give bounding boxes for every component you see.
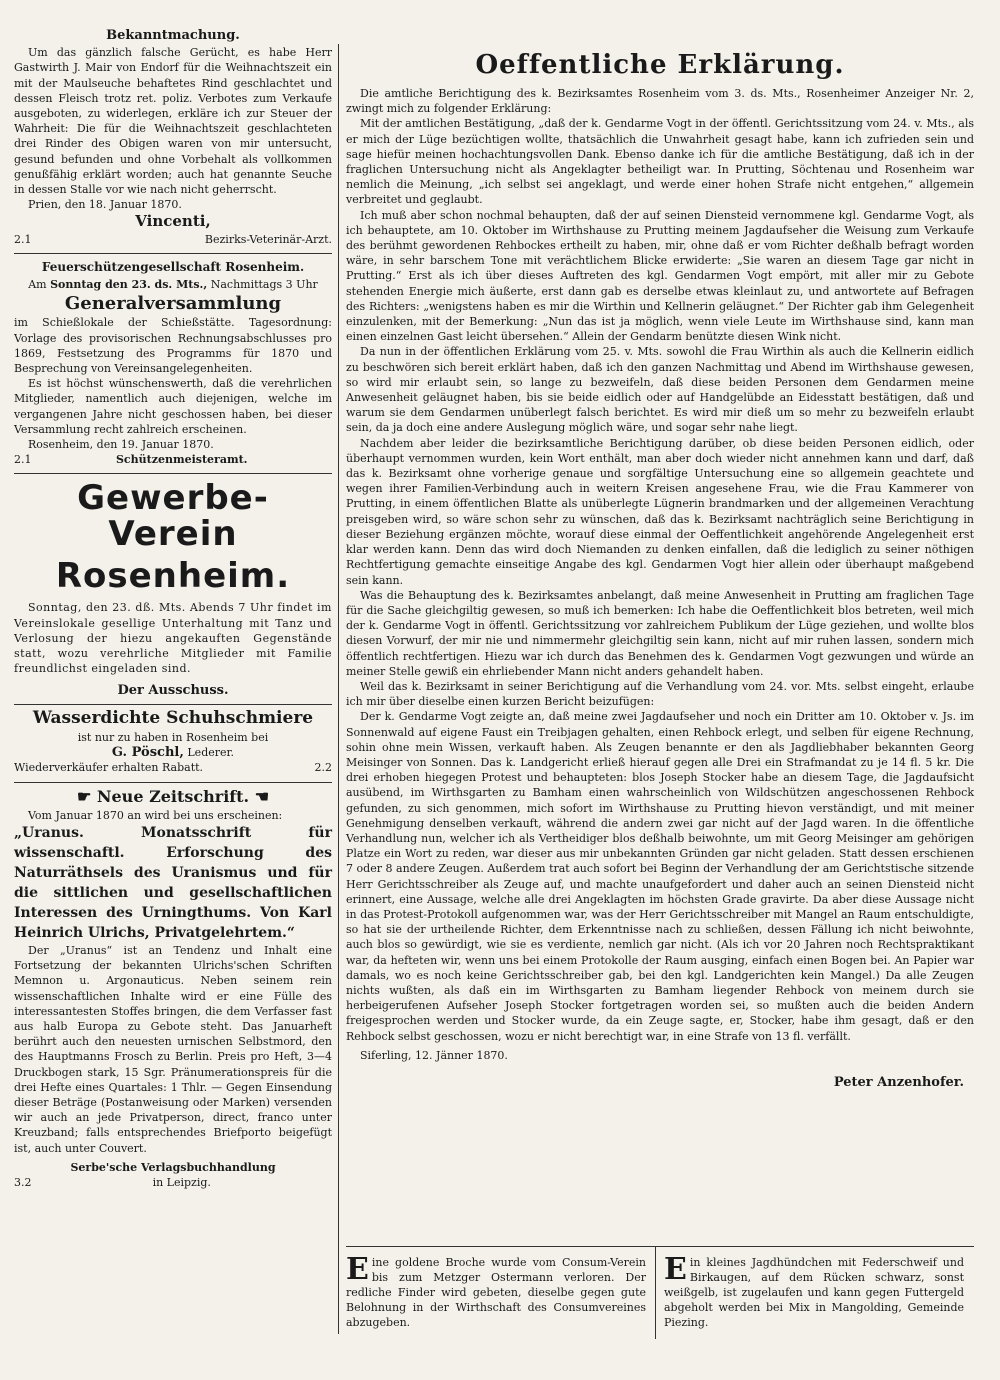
notice-role: Bezirks-Veterinär-Arzt. bbox=[204, 232, 332, 246]
zeitschrift-publisher: Serbe'sche Verlagsbuchhandlung bbox=[70, 1160, 276, 1174]
column-divider bbox=[338, 44, 339, 1334]
meeting-time: Nachmittags 3 Uhr bbox=[210, 278, 318, 292]
notice-title: Bekanntmachung. bbox=[106, 28, 240, 43]
notice-body: Um das gänzlich falsche Gerücht, es habe Herr Gastwirth J. Mair von Endorf für die Weihnachtszeit ein mit der Maulseuche behaftetes Rind geschlachtet und dessen Fleisch trotz ret. poliz. Verbotes zum Verkaufe ausgeboten, zu widerlegen, erkläre ich zur Steuer der Wahrheit: Die für die Weihnachtszeit geschlachteten drei Rinder des Obigen waren von mir untersucht, gesund befunden und ohne Vorbehalt als vollkommen genußfähig erklärt worden; auch hat genannte Seuche in dessen Stalle vor wie nach nicht geherrscht. bbox=[14, 46, 332, 197]
zeitschrift-uranus: „Uranus. Monatsschrift für wissenschaftl. Erforschung des Naturräthsels des Uranismus und für die sittlichen und gesellschaftlichen Interessen des Urningthums. Von Karl Heinrich Ulrichs, Privatgelehrtem.“ bbox=[14, 824, 332, 941]
ad-broche-initial: E bbox=[346, 1252, 369, 1287]
ad-merchant bbox=[14, 745, 332, 760]
notice-gewerbe-verein bbox=[14, 480, 332, 697]
erklaerung-p7: Weil das k. Bezirksamt in seiner Berichtigung auf die Verhandlung vom 24. vor. Mts. selbst eingeht, erlaube ich mir über dieselbe einen kurzen Bericht beizufügen: bbox=[346, 679, 974, 709]
zeitschrift-header bbox=[14, 786, 332, 806]
erklaerung-p3: Ich muß aber schon nochmal behaupten, daß der auf seinen Diensteid vernommene kgl. Gendarme Vogt, als ich behauptete, am 10. Oktober im Wirthshause zu Prutting meinem Jagdaufseher die Weisung zum Verkaufe des berühmt gewordenen Rehbockes ertheilt zu haben, mir, ohne daß er vom Richter deßhalb befragt worden wäre, in sehr barschem Tone mit verächtlichem Blicke erwiderte: „Sie waren an diesem Tage gar nicht in Prutting.“ Erst als ich über dieses Auftreten des kgl. Gendarmen Vogt empört, mit aller mir zu Gebote stehenden Energie mich äußerte, erst dann gab es derselbe etwas kleinlaut zu, und antwortete auf Befragen des Richters: „wenigstens haben es mir die Wirthin und Kellnerin geläugnet.“ Der Richter gab ihm Gelegenheit einzulenken, mit der Bemerkung: „Nun das ist ja möglich, wenn viele Leute im Wirthshause sind, kann man einen einzelnen Gast leicht übersehen.“ Allein der Gendarm benützte diesen Wink nicht. bbox=[346, 208, 974, 344]
verein-signature: Der Ausschuss. bbox=[117, 682, 229, 698]
zeitschrift-footer bbox=[14, 1175, 332, 1190]
pointing-hand-icon: ☛ bbox=[76, 786, 92, 806]
right-column bbox=[346, 50, 974, 1090]
zeitschrift-body: Der „Uranus“ ist an Tendenz und Inhalt eine Fortsetzung der bekannten Ulrichs'schen Schriften Memnon u. Argonauticus. Neben seinem rein wissenschaftlichen Inhalte wird er eine Fülle des interessantesten Stoffes bringen, die dem Verfasser fast aus halb Europa zu Gebote steht. Das Januarheft berührt auch den neuesten urnischen Selbstmord, den des Hauptmanns Frosch zu Berlin. Preis pro Heft, 3—4 Druckbogen stark, 15 Sgr. Pränumerationspreis für die drei Hefte eines Quartales: 1 Thlr. — Gegen Einsendung dieser Beträge (Postanweisung oder Marken) versenden wir auch an jede Privatperson, direct, franco unter Kreuzband; falls entsprechendes Briefporto beigefügt ist, auch unter Couvert. bbox=[14, 943, 332, 1155]
zeitschrift-intro: Vom Januar 1870 an wird bei uns erscheinen: bbox=[28, 808, 283, 822]
ad-divider bbox=[655, 1247, 656, 1339]
meeting-when bbox=[14, 277, 332, 292]
erklaerung-p2: Mit der amtlichen Bestätigung, „daß der k. Gendarme Vogt in der öffentl. Gerichtssitzung vom 24. v. Mts., als er mich der Lüge bezüchtigen wollte, thatsächlich die Unwahrheit gesagt habe, kann ich zufrieden sein und sage hiefür meinen hochachtungsvollen Dank. Ebenso danke ich für die amtliche Bestätigung, daß ich in der fraglichen Untersuchung nicht als Angeklagter betheiligt war. In Prutting, Söchtenau und Rosenheim war nemlich die Meinung, „ich selbst sei angeklagt, und werde einer hohen Strafe nicht entgehen,“ allgemein verbreitet und geglaubt. bbox=[346, 117, 974, 207]
ad-schuhschmiere bbox=[14, 707, 332, 776]
left-column bbox=[14, 28, 332, 1190]
ad-broche-text: ine goldene Broche wurde vom Consum-Verein bis zum Metzger Ostermann verloren. Der redliche Finder wird gebeten, dieselbe gegen gute Belohnung in der Wirthschaft des Consumvereines abzugeben. bbox=[346, 1256, 646, 1329]
erklaerung-p1: Die amtliche Berichtigung des k. Bezirksamtes Rosenheim vom 3. ds. Mts., Rosenheimer Anzeiger Nr. 2, zwingt mich zu folgender Erklärung: bbox=[346, 87, 974, 116]
meeting-footer bbox=[14, 452, 332, 467]
erklaerung-p6: Was die Behauptung des k. Bezirksamtes anbelangt, daß meine Anwesenheit in Prutting am fraglichen Tage für die Sache gleichgiltig gewesen, so muß ich bemerken: Ich habe die Oeffentlichkeit blos betreten, weil mich der k. Gendarme Vogt in öffentl. Gerichtssitzung vor zahlreichem Publikum der Lüge geziehen, und wollte blos diesen Vorwurf, der mir nie und nimmermehr gleichgiltig sein kann, nicht auf mir ruhen lassen, sondern mich öffentlich rechtfertigen. Hiezu war ich durch das Benehmen des k. Gendarmen Vogt gezwungen und würde an meiner Stelle gewiß ein ehrliebender Mann nicht anders gehandelt haben. bbox=[346, 588, 974, 678]
pointing-hand-icon: ☚ bbox=[254, 786, 270, 806]
ad-jagdhund bbox=[664, 1252, 964, 1330]
ad-number: 2.2 bbox=[314, 761, 332, 775]
erklaerung-p4: Da nun in der öffentlichen Erklärung vom 25. v. Mts. sowohl die Frau Wirthin als auch die Kellnerin eidlich zu beschwören sich bereit erklärt haben, daß ich den ganzen Nachmittag und Abend im Wirthshause gewesen, so wird mir erlaubt sein, so lange zu bezweifeln, daß diese beiden Personen dem Gendarmen meine Anwesenheit geläugnet haben, bis sie beide eidlich oder auf Handgelübde an Eidesstatt bestätigen, daß und warum sie dem Gendarmen unüberlegt falsch berichtet. Es wird mir dieß um so mehr zu bezweifeln erlaubt sein, da ja doch eine andere Auslegung möglich wäre, und sogar sehr nahe liegt. bbox=[346, 345, 974, 435]
notice-signature: Vincenti, bbox=[135, 212, 211, 231]
zeitschrift-number: 3.2 bbox=[14, 1175, 32, 1189]
notice-footer bbox=[14, 232, 332, 247]
ad-title: Wasserdichte Schuhschmiere bbox=[32, 707, 314, 728]
org-name: Feuerschützengesellschaft Rosenheim. bbox=[41, 259, 305, 274]
erklaerung-signature: Peter Anzenhofer. bbox=[833, 1075, 964, 1090]
divider bbox=[14, 253, 332, 254]
divider bbox=[14, 704, 332, 705]
erklaerung-date: Siferling, 12. Jänner 1870. bbox=[360, 1048, 508, 1062]
ad-merchant-trade: Lederer. bbox=[187, 746, 235, 760]
ad-line-2: Wiederverkäufer erhalten Rabatt. bbox=[14, 761, 204, 775]
ad-merchant-name: G. Pöschl, bbox=[111, 745, 184, 761]
ad-footer bbox=[14, 760, 332, 775]
erklaerung-p8: Der k. Gendarme Vogt zeigte an, daß meine zwei Jagdaufseher und noch ein Dritter am 10. Oktober v. Js. im Sonnenwald auf eigene Faust ein Treibjagen gehalten, einen Rehbock erlegt, und selben für eigene Rechnung, sohin ohne mein Wissen, verkauft haben. Als Zeugen benannte er den als Jagdliebhaber bekannten Georg Meisinger von Sonnen. Das k. Landgericht erließ hierauf gegen alle Drei ein Strafmandat zu je 14 fl. 5 kr. Die drei erhoben hiegegen Protest und behaupteten: blos Joseph Stocker habe an diesem Tage, die Jagdaufsicht ausübend, im Wirthsgarten zu Bamham einen wahrscheinlich von Wildschützen angeschossenen Rehbock gefunden, zu sich genommen, mich sofort im Wirthshause zu Prutting hievon verständigt, und mit meiner Genehmigung denselben verkauft, während die andern zwei gar nicht auf der Jagd waren. In die öffentliche Verhandlung nun, welcher ich als Vertheidiger blos deßhalb beiwohnte, um mit Georg Meisinger am gehörigen Platze ein Wort zu reden, war dieser aus mir unbekannten Gründen gar nicht geladen. Statt dessen erschienen 7 oder 8 andere Zeugen. Außerdem trat auch sofort bei Beginn der Verhandlung der am Gerichtstische sitzende Herr Gerichtsschreiber als Zeuge auf, und machte unaufgefordert und daher auch an seinen Diensteid nicht erinnert, eine Aussage, welche alle drei Angeklagten im höchsten Grade gravirte. Da aber diese Aussage nicht in das Protest-Protokoll aufgenommen war, was der Herr Gerichtsschreiber mit Mangel an Raum entschuldigte, so hat sie der urtheilende Richter, dem Erkenntnisse nach zu schließen, dessen Fällung ich nicht beiwohnte, auch blos so gewürdigt, wie sie es verdiente, nemlich gar nicht. (Als ich vor 20 Jahren noch Rechtspraktikant war, da hefteten wir, wenn uns bei einem Protokolle der Raum ausging, einfach einen Bogen bei. An Papier war damals, wo es noch keine Gerichtsschreiber gab, bei den kgl. Landgerichten kein Mangel.) Da alle Zeugen nichts wußten, als daß ein im Wirthsgarten zu Bamham liegender Rehbock von meinem durch sie herbeigerufenen Aufseher Joseph Stocker fortgetragen worden sei, so mußten auch die beiden Andern freigesprochen werden und Stocker wurde, da ein Zeuge sagte, er, Stocker, habe ihm gesagt, daß er den Rehbock selbst geschossen, wozu er nicht berechtigt war, in eine Strafe von 13 fl. verfällt. bbox=[346, 710, 974, 1043]
verein-title-2: Rosenheim. bbox=[55, 556, 291, 597]
verein-title-1: Gewerbe-Verein bbox=[77, 478, 269, 555]
meeting-when-a: Am bbox=[28, 278, 47, 292]
meeting-title: Generalversammlung bbox=[64, 293, 282, 315]
erklaerung-p5: Nachdem aber leider die bezirksamtliche Berichtigung darüber, ob diese beiden Personen eidlich, oder überhaupt vernommen wurden, kein Wort enthält, man aber doch wieder nicht annehmen kann und darf, daß das k. Bezirksamt ohne vorherige genaue und sorgfältige Untersuchung eine so allgemein geachtete und wegen ihrer Familien-Verbindung auch in weitern Kreisen angesehene Frau, wie die Frau Kammerer von Prutting, in einem öffentlichen Blatte als unüberlegte Lügnerin brandmarken und der allgemeinen Verachtung preisgeben wird, so wäre schon sehr zu wünschen, daß das k. Bezirksamt nachträglich seine Berichtigung in dieser Beziehung ergänzen möchte, worauf diese einmal der Oeffentlichkeit angehörende Angelegenheit erst klar werden kann. Denn das wird doch Niemanden zu denken einfallen, daß die lediglich zu seiner nöthigen Rechtfertigung gemachte einseitige Angabe des kgl. Gendarmen Vogt hier allein oder überhaupt maßgebend sein kann. bbox=[346, 436, 974, 587]
divider bbox=[14, 782, 332, 783]
notice-bekanntmachung bbox=[14, 28, 332, 247]
meeting-date: Sonntag den 23. ds. Mts., bbox=[50, 278, 208, 292]
meeting-request: Es ist höchst wünschenswerth, daß die verehrlichen Mitglieder, namentlich auch diejenigen, welche im vergangenen Jahre nicht geschossen haben, bei dieser Versammlung recht zahlreich erscheinen. bbox=[14, 377, 332, 436]
erklaerung-title: Oeffentliche Erklärung. bbox=[475, 50, 845, 80]
notice-date: Prien, den 18. Januar 1870. bbox=[28, 198, 182, 212]
ad-jagdhund-initial: E bbox=[664, 1252, 687, 1287]
notice-number: 2.1 bbox=[14, 232, 32, 246]
zeitschrift-title: Neue Zeitschrift. bbox=[96, 786, 250, 806]
ad-jagdhund-text: in kleines Jagdhündchen mit Federschweif und Birkaugen, auf dem Rücken schwarz, sonst weißgelb, ist zugelaufen und kann gegen Futtergeld abgeholt werden bei Mix in Mangolding, Gemeinde Piezing. bbox=[664, 1256, 964, 1329]
ad-zeitschrift bbox=[14, 786, 332, 1191]
zeitschrift-place: in Leipzig. bbox=[152, 1175, 211, 1189]
ad-line-1: ist nur zu haben in Rosenheim bei bbox=[77, 730, 269, 744]
ad-broche bbox=[346, 1252, 646, 1330]
meeting-signature: Schützenmeisteramt. bbox=[115, 453, 248, 467]
divider bbox=[14, 473, 332, 474]
notice-feuerschuetzen bbox=[14, 260, 332, 468]
verein-body: Sonntag, den 23. dß. Mts. Abends 7 Uhr findet im Vereinslokale gesellige Unterhaltung mit Tanz und Verlosung der hiezu angekauften Gegenstände statt, wozu verehrliche Mitglieder mit Familie freundlichst eingeladen sind. bbox=[14, 601, 332, 676]
meeting-number: 2.1 bbox=[14, 453, 32, 467]
meeting-date-line: Rosenheim, den 19. Januar 1870. bbox=[28, 438, 214, 452]
meeting-agenda: im Schießlokale der Schießstätte. Tagesordnung: Vorlage des provisorischen Rechnungsabschlusses pro 1869, Festsetzung des Programms für 1870 und Besprechung von Vereinsangelegenheiten. bbox=[14, 316, 332, 376]
classified-ads bbox=[346, 1246, 974, 1339]
